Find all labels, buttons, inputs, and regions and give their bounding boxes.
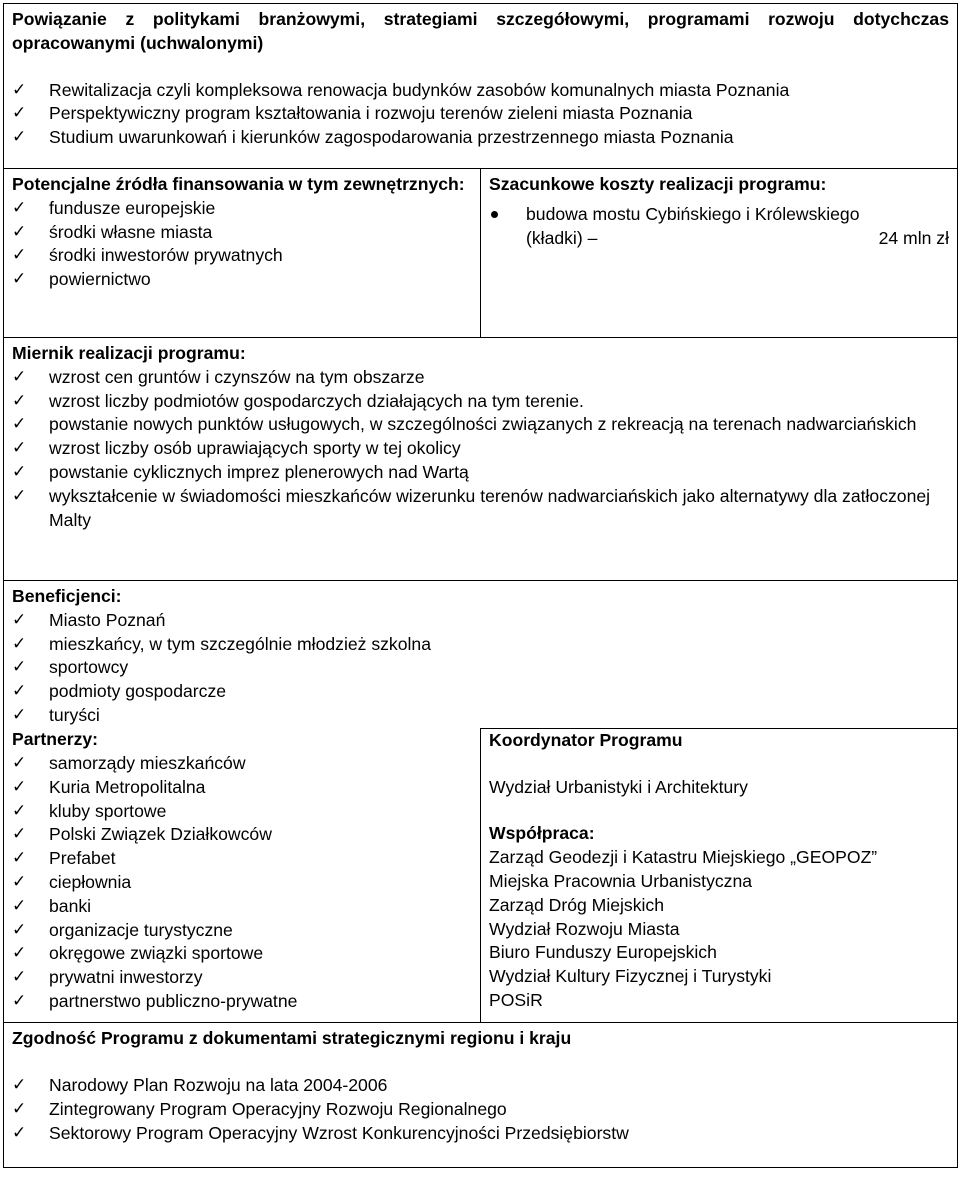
check-icon: ✓	[12, 221, 27, 242]
check-icon: ✓	[12, 848, 27, 869]
list-item: ✓ Studium uwarunkowań i kierunków zagospodarowania przestrzennego miasta Poznania	[12, 126, 949, 150]
check-icon: ✓	[12, 1122, 27, 1143]
list-item: ✓ Prefabet	[12, 847, 472, 871]
compliance-row	[4, 1023, 958, 1168]
partners-cell	[4, 728, 481, 1023]
funding-list	[12, 197, 472, 292]
related-policies-list	[12, 79, 949, 150]
list-item: ✓ Rewitalizacja czyli kompleksowa renowacja budynków zasobów komunalnych miasta Poznania	[12, 79, 949, 103]
list-item: ✓ partnerstwo publiczno-prywatne	[12, 990, 472, 1014]
list-item: ✓ sportowcy	[12, 656, 949, 680]
check-icon: ✓	[12, 390, 27, 411]
cost-amount: 24 mln zł	[878, 227, 949, 248]
cooperation-title: Współpraca:	[489, 823, 595, 844]
list-item: ✓ powstanie nowych punktów usługowych, w szczególności związanych z rekreacją na terenach nadwarciańskich	[12, 413, 949, 437]
check-icon: ✓	[12, 824, 27, 845]
compliance-list	[12, 1074, 949, 1145]
costs-title: Szacunkowe koszty realizacji programu:	[489, 174, 827, 194]
costs-list	[489, 203, 949, 251]
check-icon: ✓	[12, 895, 27, 916]
list-item: ✓ środki inwestorów prywatnych	[12, 244, 472, 268]
list-item: ✓ powiernictwo	[12, 268, 472, 292]
list-item: ✓ organizacje turystyczne	[12, 919, 472, 943]
check-icon: ✓	[12, 776, 27, 797]
related-policies-title: Powiązanie z politykami branżowymi, strategiami szczegółowymi, programami rozwoju dotychczas opracowanymi (uchwalonymi)	[12, 9, 949, 53]
funding-title: Potencjalne źródła finansowania w tym zewnętrznych:	[12, 174, 465, 194]
check-icon: ✓	[12, 414, 27, 435]
list-item: ✓ mieszkańcy, w tym szczególnie młodzież szkolna	[12, 633, 949, 657]
check-icon: ✓	[12, 1098, 27, 1119]
cooperation-item: Zarząd Dróg Miejskich	[489, 894, 665, 915]
list-item: ✓ samorządy mieszkańców	[12, 752, 472, 776]
bullet-icon	[491, 211, 498, 218]
check-icon: ✓	[12, 269, 27, 290]
check-icon: ✓	[12, 633, 27, 654]
list-item: ✓ Polski Związek Działkowców	[12, 823, 472, 847]
check-icon: ✓	[12, 103, 27, 124]
list-item: ✓ ciepłownia	[12, 871, 472, 895]
partners-title: Partnerzy:	[12, 729, 99, 750]
list-item: ✓ fundusze europejskie	[12, 197, 472, 221]
partners-list	[12, 752, 472, 1014]
check-icon: ✓	[12, 872, 27, 893]
check-icon: ✓	[12, 609, 27, 630]
list-item: ✓ prywatni inwestorzy	[12, 966, 472, 990]
list-item: ✓ wzrost cen gruntów i czynszów na tym obszarze	[12, 366, 949, 390]
list-item: ✓ Narodowy Plan Rozwoju na lata 2004-2006	[12, 1074, 949, 1098]
cooperation-item: Miejska Pracownia Urbanistyczna	[489, 870, 753, 891]
check-icon: ✓	[12, 657, 27, 678]
list-item: budowa mostu Cybińskiego i Królewskiego (kładki) – 24 mln zł	[489, 203, 949, 251]
check-icon: ✓	[12, 919, 27, 940]
check-icon: ✓	[12, 1075, 27, 1096]
check-icon: ✓	[12, 753, 27, 774]
list-item: ✓ środki własne miasta	[12, 221, 472, 245]
list-item: ✓ wykształcenie w świadomości mieszkańców wizerunku terenów nadwarciańskich jako alternatywy dla zatłoczonej Malty	[12, 485, 931, 530]
list-item: ✓ Miasto Poznań	[12, 609, 949, 633]
indicators-list	[12, 366, 949, 533]
list-item: ✓ podmioty gospodarcze	[12, 680, 949, 704]
check-icon: ✓	[12, 461, 27, 482]
funding-costs-row	[4, 169, 958, 338]
coordinator-name: Wydział Urbanistyki i Architektury	[489, 776, 748, 797]
check-icon: ✓	[12, 800, 27, 821]
cooperation-item: Wydział Rozwoju Miasta	[489, 918, 680, 939]
beneficiaries-cell	[4, 581, 958, 729]
check-icon: ✓	[12, 485, 27, 506]
indicators-row	[4, 338, 958, 581]
indicators-title: Miernik realizacji programu:	[12, 343, 246, 363]
indicators-cell	[4, 338, 958, 581]
list-item: ✓ Kuria Metropolitalna	[12, 776, 472, 800]
compliance-cell	[4, 1023, 958, 1168]
list-item: ✓ okręgowe związki sportowe	[12, 942, 472, 966]
list-item: ✓ kluby sportowe	[12, 800, 472, 824]
beneficiaries-list	[12, 609, 949, 728]
check-icon: ✓	[12, 127, 27, 148]
coordinator-title: Koordynator Programu	[489, 729, 683, 750]
costs-cell	[481, 169, 958, 338]
check-icon: ✓	[12, 967, 27, 988]
check-icon: ✓	[12, 943, 27, 964]
check-icon: ✓	[12, 366, 27, 387]
cooperation-item: Wydział Kultury Fizycznej i Turystyki	[489, 966, 772, 987]
related-policies-cell	[4, 4, 958, 169]
list-item: ✓ powstanie cyklicznych imprez plenerowych nad Wartą	[12, 461, 949, 485]
beneficiaries-row	[4, 581, 958, 729]
related-policies-row	[4, 4, 958, 169]
cooperation-item: Biuro Funduszy Europejskich	[489, 942, 717, 963]
check-icon: ✓	[12, 79, 27, 100]
compliance-title: Zgodność Programu z dokumentami strategicznymi regionu i kraju	[12, 1028, 572, 1049]
program-table	[3, 3, 958, 1168]
partners-coordinator-row	[4, 728, 958, 1023]
check-icon: ✓	[12, 245, 27, 266]
check-icon: ✓	[12, 681, 27, 702]
cooperation-item: POSiR	[489, 989, 543, 1010]
list-item: ✓ wzrost liczby osób uprawiających sporty w tej okolicy	[12, 437, 949, 461]
check-icon: ✓	[12, 438, 27, 459]
funding-cell	[4, 169, 481, 338]
check-icon: ✓	[12, 704, 27, 725]
list-item: ✓ turyści	[12, 704, 949, 728]
list-item: ✓ wzrost liczby podmiotów gospodarczych działających na tym terenie.	[12, 390, 949, 414]
cooperation-item: Zarząd Geodezji i Katastru Miejskiego „GEOPOZ”	[489, 847, 878, 868]
beneficiaries-title: Beneficjenci:	[12, 586, 122, 606]
coordinator-cell	[481, 728, 958, 1023]
list-item: ✓ Sektorowy Program Operacyjny Wzrost Konkurencyjności Przedsiębiorstw	[12, 1122, 949, 1146]
check-icon: ✓	[12, 991, 27, 1012]
list-item: ✓ Zintegrowany Program Operacyjny Rozwoju Regionalnego	[12, 1098, 949, 1122]
list-item: ✓ banki	[12, 895, 472, 919]
check-icon: ✓	[12, 197, 27, 218]
list-item: ✓ Perspektywiczny program kształtowania i rozwoju terenów zieleni miasta Poznania	[12, 102, 949, 126]
